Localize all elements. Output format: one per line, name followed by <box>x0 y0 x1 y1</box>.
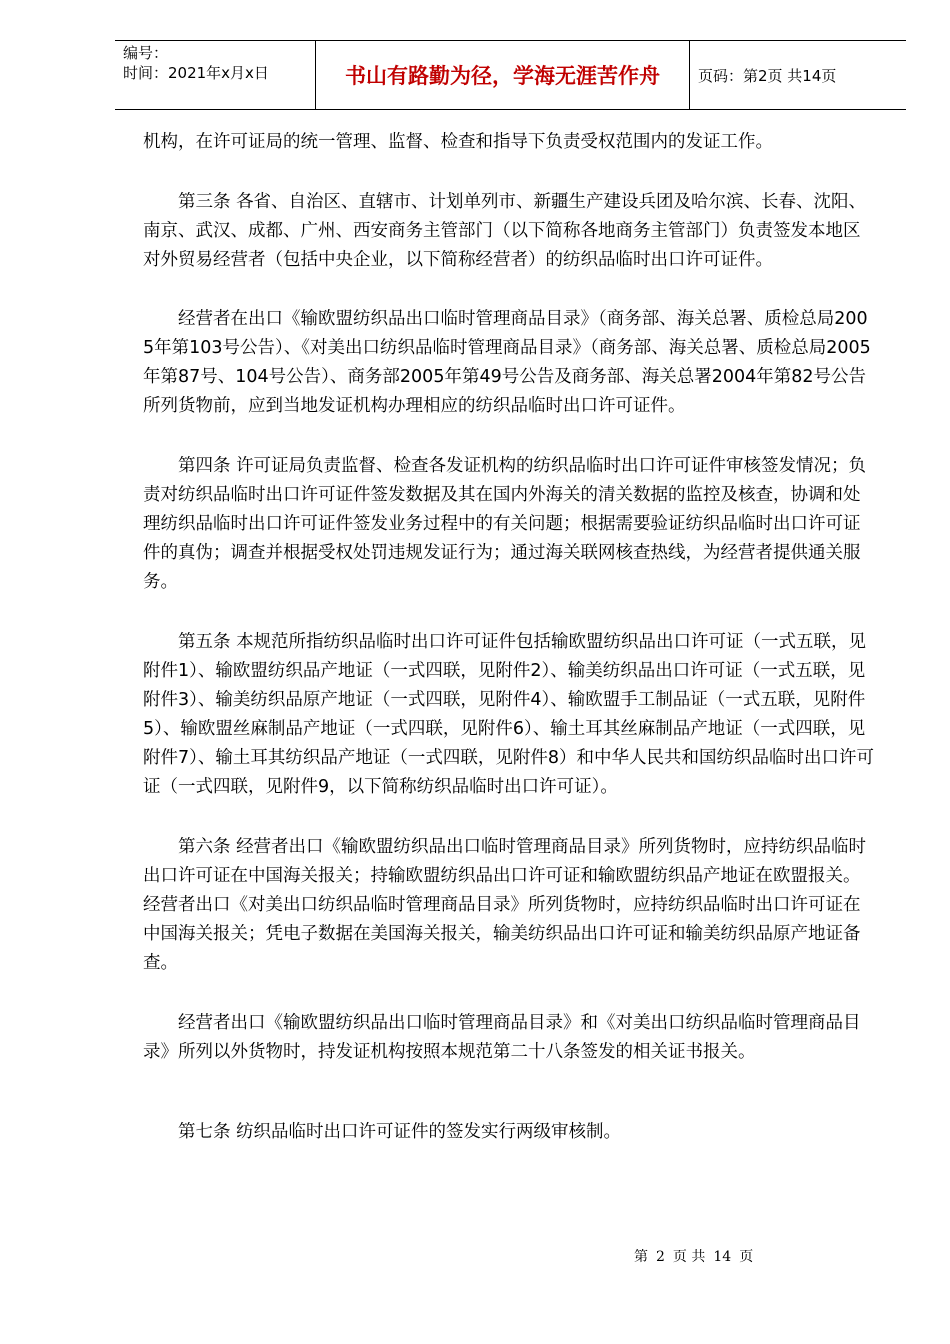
footer-suffix: 页 <box>739 1249 754 1265</box>
document-body <box>143 128 875 1147</box>
paragraph-article-4: 第四条 许可证局负责监督、检查各发证机构的纺织品临时出口许可证件审核签发情况；负责对纺织品临时出口许可证件签发数据及其在国内外海关的清关数据的监控及核查，协调和处理纺织品临时出口许可证件签发业务过程中的有关问题；根据需要验证纺织品临时出口许可证件的真伪；调查并根据受权处罚违规发证行为；通过海关联网核查热线，为经营者提供通关服务。 <box>143 456 867 592</box>
paragraph-article-5: 第五条 本规范所指纺织品临时出口许可证件包括输欧盟纺织品出口许可证（一式五联，见附件1）、输欧盟纺织品产地证（一式四联，见附件2）、输美纺织品出口许可证（一式五联，见附件3）、输美纺织品原产地证（一式四联，见附件4）、输欧盟手工制品证（一式五联，见附件5）、输欧盟丝麻制品产地证（一式四联，见附件6）、输土耳其丝麻制品产地证（一式四联，见附件7）、输土耳其纺织品产地证（一式四联，见附件8）和中华人民共和国纺织品临时出口许可证（一式四联，见附件9，以下简称纺织品临时出口许可证）。 <box>143 632 875 797</box>
time-label: 时间：2021年x月x日 <box>123 64 269 82</box>
footer-prefix: 第 <box>634 1249 648 1265</box>
paragraph-article-7: 第七条 纺织品临时出口许可证件的签发实行两级审核制。 <box>178 1122 622 1142</box>
page-header <box>115 40 906 110</box>
header-meta <box>115 41 315 109</box>
paragraph-article-6: 第六条 经营者出口《输欧盟纺织品出口临时管理商品目录》所列货物时，应持纺织品临时出口许可证在中国海关报关；持输欧盟纺织品出口许可证和输欧盟纺织品产地证在欧盟报关。经营者出口《对美出口纺织品临时管理商品目录》所列货物时，应持纺织品临时出口许可证在中国海关报关；凭电子数据在美国海关报关，输美纺织品出口许可证和输美纺织品原产地证备查。 <box>143 837 867 973</box>
paragraph-article-6-other-goods: 经营者出口《输欧盟纺织品出口临时管理商品目录》和《对美出口纺织品临时管理商品目录》所列以外货物时，持发证机构按照本规范第二十八条签发的相关证书报关。 <box>143 1013 861 1062</box>
paragraph-article-3: 第三条 各省、自治区、直辖市、计划单列市、新疆生产建设兵团及哈尔滨、长春、沈阳、南京、武汉、成都、广州、西安商务主管部门（以下简称各地商务主管部门）负责签发本地区对外贸易经营者（包括中央企业，以下简称经营者）的纺织品临时出口许可证件。 <box>143 192 867 270</box>
header-page-info: 页码：第2页 共14页 <box>698 66 837 85</box>
footer-total-pages: 14 <box>713 1249 732 1265</box>
doc-number-label: 编号： <box>123 44 169 62</box>
paragraph-article-3-operators: 经营者在出口《输欧盟纺织品出口临时管理商品目录》（商务部、海关总署、质检总局2005年第103号公告）、《对美出口纺织品临时管理商品目录》（商务部、海关总署、质检总局2005年第87号、104号公告）、商务部2005年第49号公告及商务部、海关总署2004年第82号公告所列货物前，应到当地发证机构办理相应的纺织品临时出口许可证件。 <box>143 309 871 416</box>
header-motto: 书山有路勤为径，学海无涯苦作舟 <box>315 41 690 109</box>
footer-page-number: 2 <box>656 1249 665 1265</box>
page-footer <box>630 1246 757 1266</box>
paragraph-continuation: 机构，在许可证局的统一管理、监督、检查和指导下负责受权范围内的发证工作。 <box>143 132 773 152</box>
footer-middle: 页 共 <box>672 1249 706 1265</box>
